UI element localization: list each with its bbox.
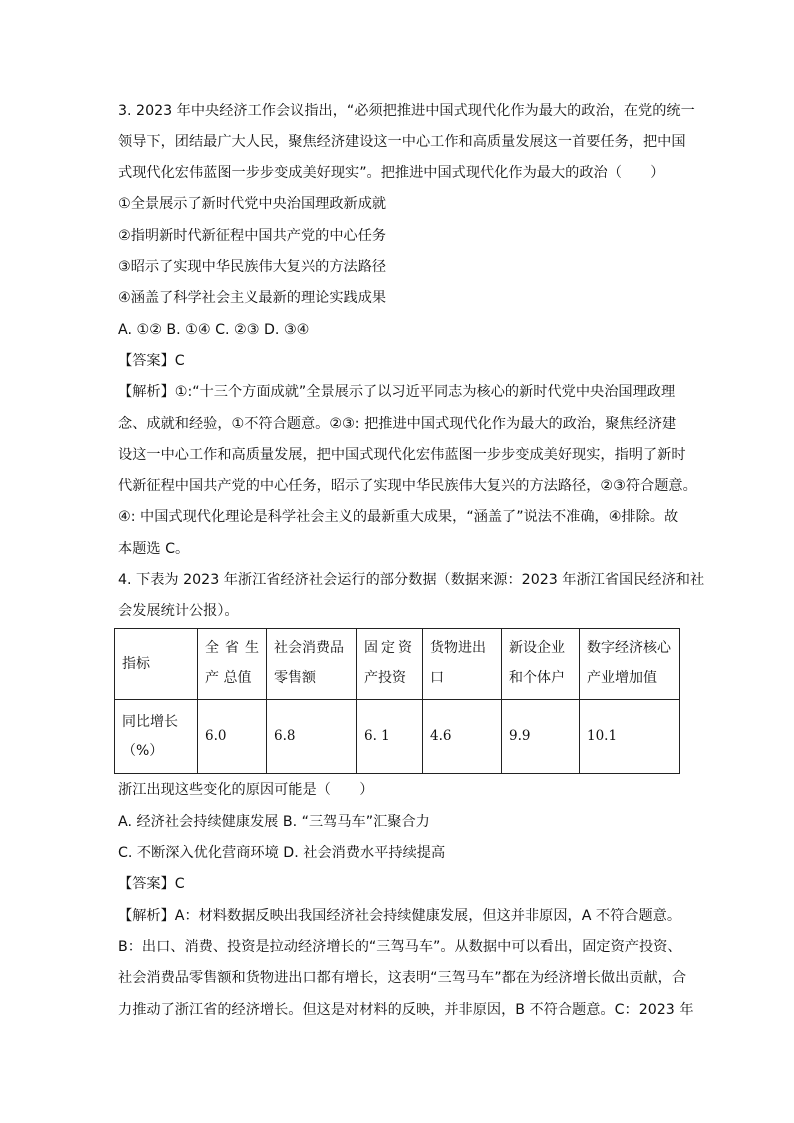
table-row [115, 700, 680, 774]
q3-options: A. ①② B. ①④ C. ②③ D. ③④ [118, 322, 310, 338]
q4-options-cd: C. 不断深入优化营商环境 D. 社会消费水平持续提高 [118, 845, 446, 861]
q3-explanation-line-6: 本题选 C。 [118, 541, 190, 557]
table-cell-new-businesses: 9.9 [502, 700, 580, 774]
table-header-row [115, 629, 680, 700]
q3-statement-1: ①全景展示了新时代党中央治国理政新成就 [118, 196, 387, 212]
q4-data-table [114, 628, 680, 774]
q3-explanation-line-1: 【解析】①:“十三个方面成就”全景展示了以习近平同志为核心的新时代党中央治国理政理 [118, 384, 676, 400]
q3-statement-4: ④涵盖了科学社会主义最新的理论实践成果 [118, 290, 387, 306]
q3-stem-line-3: 式现代化宏伟蓝图一步步变成美好现实”。把推进中国式现代化作为最大的政治（ ） [118, 165, 665, 181]
q3-explanation-line-2: 念、成就和经验，①不符合题意。②③: 把推进中国式现代化作为最大的政治，聚焦经济建 [118, 416, 677, 432]
table-header-retail-sales: 社会消费品 零售额 [267, 629, 357, 700]
table-cell-retail-sales: 6.8 [267, 700, 357, 774]
table-cell-fixed-investment: 6. 1 [357, 700, 423, 774]
q4-explanation-line-2: B：出口、消费、投资是拉动经济增长的“三驾马车”。从数据中可以看出，固定资产投资、 [118, 939, 682, 955]
table-cell-trade: 4.6 [423, 700, 502, 774]
table-header-new-businesses: 新设企业 和个体户 [502, 629, 580, 700]
table-header-fixed-investment: 固定资 产投资 [357, 629, 423, 700]
q4-options-ab: A. 经济社会持续健康发展 B. “三驾马车”汇聚合力 [118, 814, 430, 830]
table-header-digital-economy: 数字经济核心 产业增加值 [580, 629, 680, 700]
table-header-gdp: 全省生 产 总值 [198, 629, 267, 700]
q4-intro-line-2: 会发展统计公报）。 [118, 603, 239, 619]
q3-explanation-line-3: 设这一中心工作和高质量发展，把中国式现代化宏伟蓝图一步步变成美好现实，指明了新时 [118, 447, 686, 463]
q4-explanation-line-3: 社会消费品零售额和货物进出口都有增长，这表明“三驾马车”都在为经济增长做出贡献，合 [118, 970, 687, 986]
q4-intro-line-1: 4. 下表为 2023 年浙江省经济社会运行的部分数据（数据来源：2023 年浙江省国民经济和社 [118, 572, 705, 588]
table-row-label: 同比增长 （%） [115, 700, 198, 774]
table-cell-gdp: 6.0 [198, 700, 267, 774]
q4-question: 浙江出现这些变化的原因可能是（ ） [118, 782, 374, 798]
table-header-trade: 货物进出 口 [423, 629, 502, 700]
q3-answer: 【答案】C [118, 353, 185, 369]
q3-statement-3: ③昭示了实现中华民族伟大复兴的方法路径 [118, 259, 387, 275]
q4-explanation-line-1: 【解析】A：材料数据反映出我国经济社会持续健康发展，但这并非原因，A 不符合题意。 [118, 908, 682, 924]
q3-statement-2: ②指明新时代新征程中国共产党的中心任务 [118, 228, 387, 244]
q3-stem-line-1: 3. 2023 年中央经济工作会议指出，“必须把推进中国式现代化作为最大的政治，在党的统一 [118, 103, 695, 119]
table-cell-digital-economy: 10.1 [580, 700, 680, 774]
q3-explanation-line-5: ④: 中国式现代化理论是科学社会主义的最新重大成果，“涵盖了”说法不准确，④排除。故 [118, 509, 679, 525]
q3-stem-line-2: 领导下，团结最广大人民，聚焦经济建设这一中心工作和高质量发展这一首要任务，把中国 [118, 134, 686, 150]
q4-answer: 【答案】C [118, 876, 185, 892]
q4-explanation-line-4: 力推动了浙江省的经济增长。但这是对材料的反映，并非原因，B 不符合题意。C：2023 年 [118, 1002, 694, 1018]
table-row-label-header: 指标 [115, 629, 198, 700]
q3-explanation-line-4: 代新征程中国共产党的中心任务，昭示了实现中华民族伟大复兴的方法路径，②③符合题意。 [118, 478, 697, 494]
